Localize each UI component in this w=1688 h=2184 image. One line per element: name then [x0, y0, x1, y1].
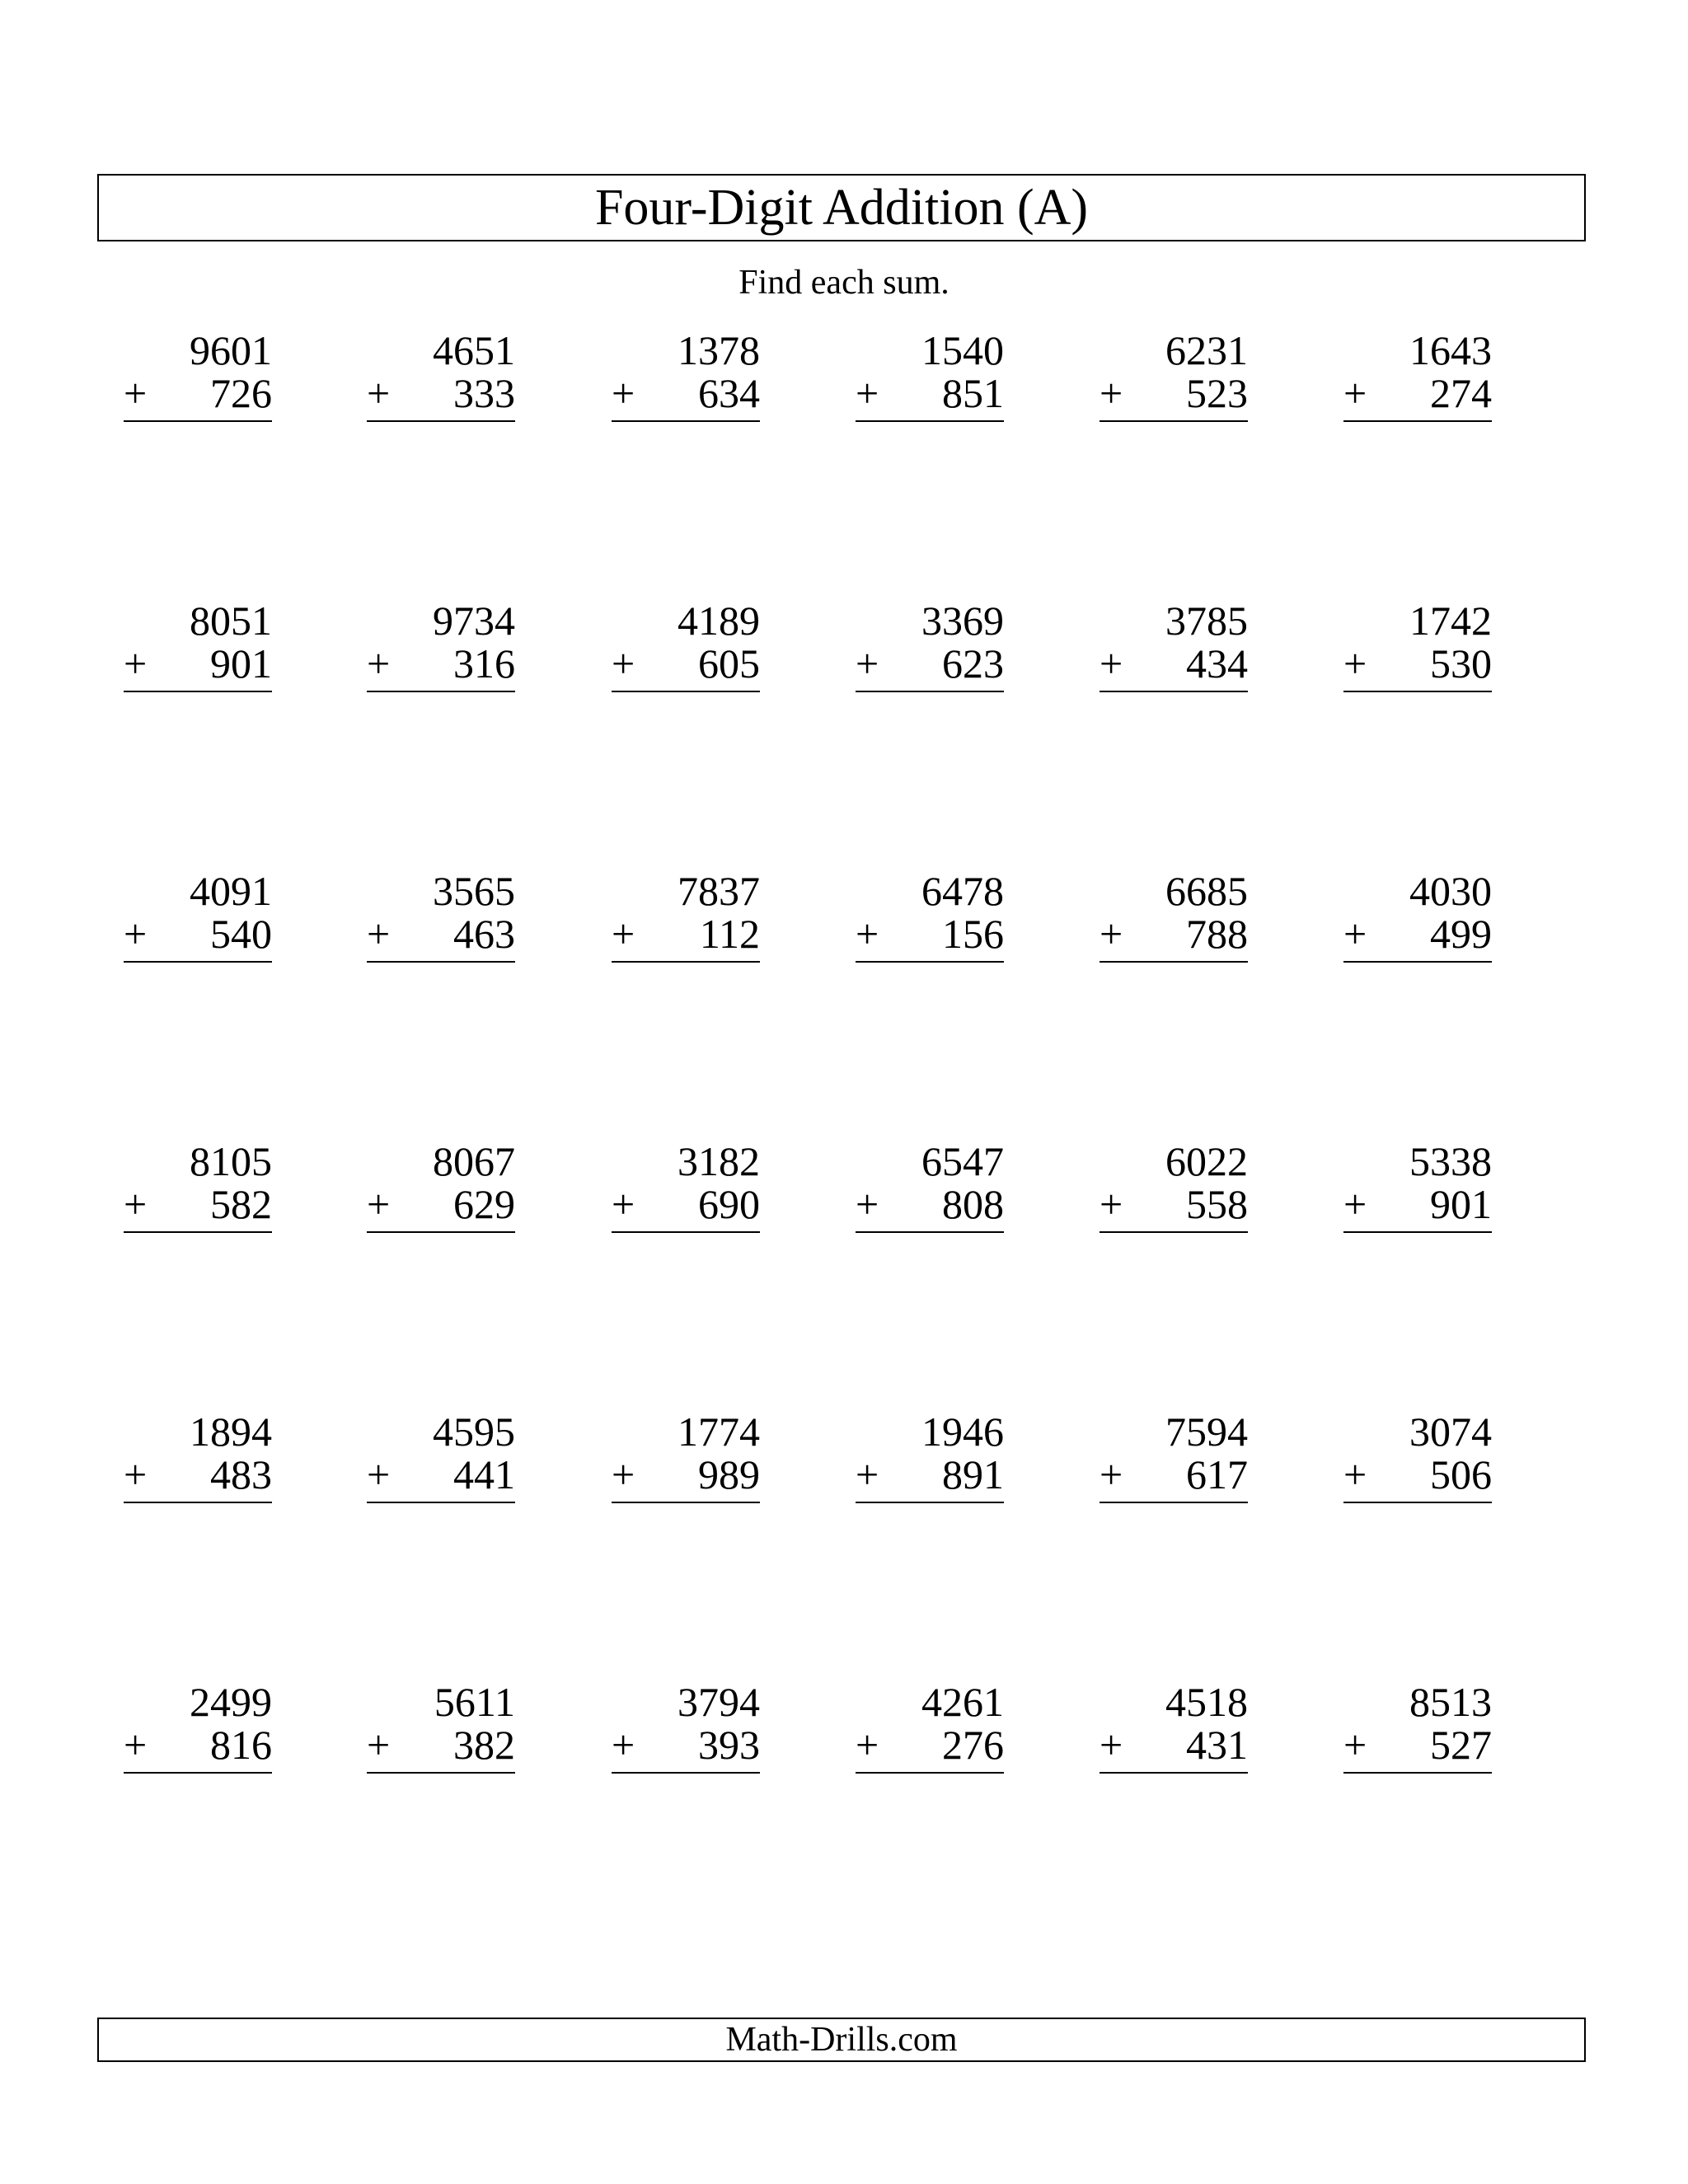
- top-addend: 1894: [190, 1408, 272, 1455]
- plus-sign: +: [1100, 1181, 1123, 1227]
- bottom-addend: 634: [698, 370, 760, 416]
- operator-line: [367, 1451, 515, 1503]
- bottom-addend: 276: [942, 1722, 1004, 1768]
- bottom-addend: 605: [698, 640, 760, 687]
- plus-sign: +: [367, 370, 391, 416]
- operator-line: [1343, 640, 1492, 692]
- bottom-addend: 506: [1430, 1451, 1492, 1497]
- top-addend: 8067: [433, 1138, 515, 1184]
- top-addend: 8051: [190, 598, 272, 644]
- top-addend: 4261: [921, 1679, 1004, 1725]
- plus-sign: +: [1343, 640, 1367, 687]
- addition-problem: [124, 870, 272, 963]
- top-addend: 1643: [1409, 327, 1492, 373]
- bottom-addend: 441: [453, 1451, 515, 1497]
- plus-sign: +: [1100, 640, 1123, 687]
- plus-sign: +: [1343, 911, 1367, 957]
- operator-line: [1100, 913, 1248, 963]
- plus-sign: +: [1343, 1451, 1367, 1497]
- operator-line: [124, 640, 272, 692]
- bottom-addend: 499: [1430, 911, 1492, 957]
- top-addend: 1540: [921, 327, 1004, 373]
- addition-problem: [367, 600, 515, 692]
- operator-line: [1343, 913, 1492, 963]
- plus-sign: +: [124, 911, 148, 957]
- top-addend: 1774: [678, 1408, 760, 1455]
- bottom-addend: 558: [1186, 1181, 1248, 1227]
- footer-text: Math-Drills.com: [725, 2021, 958, 2059]
- top-addend: 3794: [678, 1679, 760, 1725]
- top-addend: 4595: [433, 1408, 515, 1455]
- operator-line: [856, 1451, 1004, 1503]
- addition-problem: [612, 870, 760, 963]
- top-addend: 4189: [678, 598, 760, 644]
- addition-problem: [856, 1681, 1004, 1774]
- bottom-addend: 726: [210, 370, 272, 416]
- top-addend: 6547: [921, 1138, 1004, 1184]
- top-addend: 9734: [433, 598, 515, 644]
- operator-line: [1343, 1724, 1492, 1774]
- plus-sign: +: [612, 1451, 635, 1497]
- addition-problem: [1100, 1681, 1248, 1774]
- top-addend: 7837: [678, 868, 760, 914]
- plus-sign: +: [124, 370, 148, 416]
- bottom-addend: 816: [210, 1722, 272, 1768]
- bottom-addend: 617: [1186, 1451, 1248, 1497]
- operator-line: [1343, 1451, 1492, 1503]
- plus-sign: +: [124, 640, 148, 687]
- top-addend: 4091: [190, 868, 272, 914]
- addition-problem: [124, 1138, 272, 1233]
- plus-sign: +: [1100, 1722, 1123, 1768]
- top-addend: 6231: [1165, 327, 1248, 373]
- addition-problem: [612, 327, 760, 422]
- bottom-addend: 623: [942, 640, 1004, 687]
- top-addend: 3785: [1165, 598, 1248, 644]
- bottom-addend: 901: [210, 640, 272, 687]
- bottom-addend: 463: [453, 911, 515, 957]
- addition-problem: [856, 1138, 1004, 1233]
- operator-line: [612, 1451, 760, 1503]
- plus-sign: +: [124, 1181, 148, 1227]
- plus-sign: +: [1100, 370, 1123, 416]
- plus-sign: +: [1343, 370, 1367, 416]
- top-addend: 6685: [1165, 868, 1248, 914]
- addition-problem: [367, 327, 515, 422]
- top-addend: 3369: [921, 598, 1004, 644]
- top-addend: 5338: [1409, 1138, 1492, 1184]
- operator-line: [1100, 640, 1248, 692]
- top-addend: 3182: [678, 1138, 760, 1184]
- addition-problem: [124, 600, 272, 692]
- addition-problem: [367, 1408, 515, 1503]
- top-addend: 7594: [1165, 1408, 1248, 1455]
- bottom-addend: 333: [453, 370, 515, 416]
- addition-problem: [367, 1138, 515, 1233]
- addition-problem: [124, 327, 272, 422]
- addition-problem: [1100, 600, 1248, 692]
- bottom-addend: 431: [1186, 1722, 1248, 1768]
- plus-sign: +: [124, 1451, 148, 1497]
- addition-problem: [1343, 1138, 1492, 1233]
- operator-line: [1343, 1183, 1492, 1233]
- plus-sign: +: [1100, 911, 1123, 957]
- operator-line: [612, 1183, 760, 1233]
- operator-line: [1100, 1451, 1248, 1503]
- operator-line: [1343, 370, 1492, 422]
- operator-line: [367, 1724, 515, 1774]
- footer-box: [97, 2018, 1586, 2062]
- operator-line: [367, 1183, 515, 1233]
- top-addend: 5611: [434, 1679, 515, 1725]
- top-addend: 4651: [433, 327, 515, 373]
- bottom-addend: 156: [942, 911, 1004, 957]
- plus-sign: +: [612, 370, 635, 416]
- bottom-addend: 382: [453, 1722, 515, 1768]
- top-addend: 1946: [921, 1408, 1004, 1455]
- plus-sign: +: [367, 1451, 391, 1497]
- addition-problem: [856, 870, 1004, 963]
- addition-problem: [1100, 870, 1248, 963]
- addition-problem: [856, 327, 1004, 422]
- operator-line: [1100, 1724, 1248, 1774]
- bottom-addend: 891: [942, 1451, 1004, 1497]
- bottom-addend: 434: [1186, 640, 1248, 687]
- operator-line: [856, 1724, 1004, 1774]
- bottom-addend: 690: [698, 1181, 760, 1227]
- operator-line: [124, 1724, 272, 1774]
- addition-problem: [124, 1681, 272, 1774]
- operator-line: [367, 913, 515, 963]
- operator-line: [1100, 1183, 1248, 1233]
- plus-sign: +: [856, 911, 879, 957]
- bottom-addend: 901: [1430, 1181, 1492, 1227]
- page-title: Four-Digit Addition (A): [594, 180, 1089, 236]
- bottom-addend: 393: [698, 1722, 760, 1768]
- addition-problem: [612, 1681, 760, 1774]
- top-addend: 6022: [1165, 1138, 1248, 1184]
- operator-line: [612, 913, 760, 963]
- bottom-addend: 808: [942, 1181, 1004, 1227]
- operator-line: [612, 370, 760, 422]
- addition-problem: [856, 1408, 1004, 1503]
- addition-problem: [1343, 870, 1492, 963]
- top-addend: 8105: [190, 1138, 272, 1184]
- operator-line: [856, 370, 1004, 422]
- operator-line: [1100, 370, 1248, 422]
- bottom-addend: 523: [1186, 370, 1248, 416]
- plus-sign: +: [124, 1722, 148, 1768]
- bottom-addend: 316: [453, 640, 515, 687]
- operator-line: [367, 370, 515, 422]
- top-addend: 6478: [921, 868, 1004, 914]
- plus-sign: +: [856, 640, 879, 687]
- top-addend: 3565: [433, 868, 515, 914]
- top-addend: 4030: [1409, 868, 1492, 914]
- bottom-addend: 483: [210, 1451, 272, 1497]
- bottom-addend: 540: [210, 911, 272, 957]
- plus-sign: +: [612, 1722, 635, 1768]
- operator-line: [612, 640, 760, 692]
- top-addend: 2499: [190, 1679, 272, 1725]
- addition-problem: [1343, 600, 1492, 692]
- bottom-addend: 274: [1430, 370, 1492, 416]
- addition-problem: [612, 1408, 760, 1503]
- operator-line: [124, 1183, 272, 1233]
- addition-problem: [367, 1681, 515, 1774]
- top-addend: 8513: [1409, 1679, 1492, 1725]
- bottom-addend: 530: [1430, 640, 1492, 687]
- bottom-addend: 989: [698, 1451, 760, 1497]
- operator-line: [124, 913, 272, 963]
- operator-line: [856, 913, 1004, 963]
- plus-sign: +: [612, 911, 635, 957]
- plus-sign: +: [856, 1451, 879, 1497]
- bottom-addend: 629: [453, 1181, 515, 1227]
- plus-sign: +: [367, 1181, 391, 1227]
- top-addend: 4518: [1165, 1679, 1248, 1725]
- operator-line: [367, 640, 515, 692]
- instructions: Find each sum.: [738, 264, 950, 302]
- operator-line: [856, 1183, 1004, 1233]
- plus-sign: +: [367, 911, 391, 957]
- operator-line: [124, 1451, 272, 1503]
- bottom-addend: 112: [699, 911, 760, 957]
- bottom-addend: 527: [1430, 1722, 1492, 1768]
- plus-sign: +: [856, 1722, 879, 1768]
- addition-problem: [1343, 1681, 1492, 1774]
- plus-sign: +: [612, 640, 635, 687]
- addition-problem: [612, 1138, 760, 1233]
- addition-problem: [1100, 327, 1248, 422]
- bottom-addend: 788: [1186, 911, 1248, 957]
- addition-problem: [367, 870, 515, 963]
- top-addend: 3074: [1409, 1408, 1492, 1455]
- operator-line: [612, 1724, 760, 1774]
- plus-sign: +: [367, 1722, 391, 1768]
- plus-sign: +: [1343, 1181, 1367, 1227]
- plus-sign: +: [612, 1181, 635, 1227]
- operator-line: [856, 640, 1004, 692]
- addition-problem: [856, 600, 1004, 692]
- addition-problem: [1100, 1138, 1248, 1233]
- top-addend: 9601: [190, 327, 272, 373]
- operator-line: [124, 370, 272, 422]
- top-addend: 1378: [678, 327, 760, 373]
- addition-problem: [1343, 1408, 1492, 1503]
- plus-sign: +: [856, 370, 879, 416]
- bottom-addend: 851: [942, 370, 1004, 416]
- addition-problem: [1343, 327, 1492, 422]
- addition-problem: [612, 600, 760, 692]
- plus-sign: +: [1100, 1451, 1123, 1497]
- top-addend: 1742: [1409, 598, 1492, 644]
- plus-sign: +: [1343, 1722, 1367, 1768]
- plus-sign: +: [856, 1181, 879, 1227]
- bottom-addend: 582: [210, 1181, 272, 1227]
- addition-problem: [1100, 1408, 1248, 1503]
- plus-sign: +: [367, 640, 391, 687]
- addition-problem: [124, 1408, 272, 1503]
